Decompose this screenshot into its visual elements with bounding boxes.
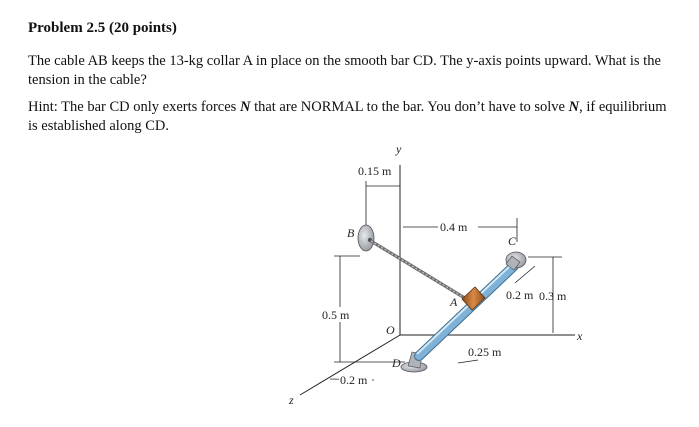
z-axis-label: z — [289, 393, 294, 407]
x-axis-label: x — [577, 329, 583, 343]
hint-prefix: Hint: The bar CD only exerts forces — [28, 99, 240, 115]
problem-title: Problem 2.5 (20 points) — [28, 20, 177, 36]
point-b-label: B — [347, 226, 355, 240]
cable-ab-twist — [371, 241, 468, 300]
dim-02b-label: 0.2 m — [506, 288, 534, 302]
origin-label: O — [386, 323, 395, 337]
point-a-label: A — [450, 295, 458, 309]
dim-02-label: 0.2 m — [340, 373, 368, 387]
dim-015-label: 0.15 m — [358, 164, 392, 178]
dim-025-label: 0.25 m — [468, 345, 502, 359]
point-c-label: C — [508, 234, 517, 248]
hint-suffix: , if equilibrium is established along CD. — [28, 99, 667, 134]
hint-middle: that are NORMAL to the bar. You don’t have to solve — [250, 99, 569, 115]
normal-force-symbol-2: N — [568, 99, 580, 115]
dim-025-line — [458, 360, 478, 363]
problem-statement: The cable AB keeps the 13-kg collar A in place on the smooth bar CD. The y-axis points upward. What is the tension in the cable? — [28, 53, 661, 88]
dim-05-label: 0.5 m — [322, 308, 350, 322]
point-d-label: D — [392, 356, 401, 370]
y-axis-label: y — [396, 142, 402, 156]
dim-04-label: 0.4 m — [440, 220, 468, 234]
dim-03-label: 0.3 m — [539, 289, 567, 303]
normal-force-symbol: N — [239, 99, 251, 115]
anchor-plate-b — [358, 225, 374, 251]
